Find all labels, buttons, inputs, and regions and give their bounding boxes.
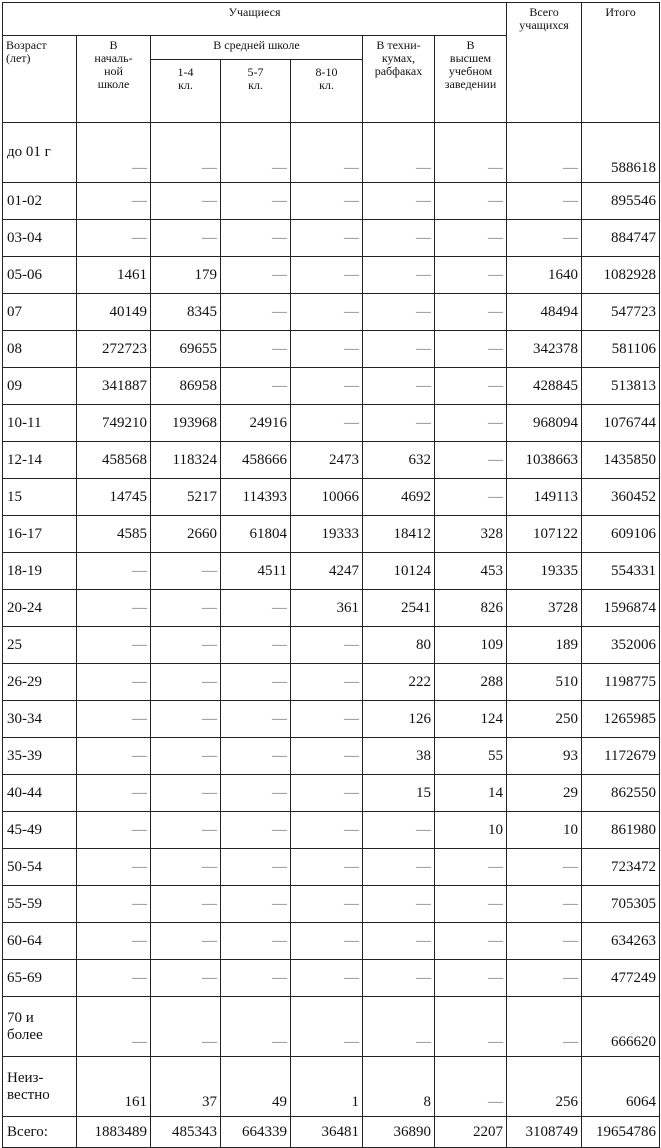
cell-age: 70 и более	[3, 997, 77, 1057]
cell-g1-4: 118324	[151, 442, 221, 479]
header-primary: В началь- ной школе	[77, 36, 151, 123]
cell-total: 895546	[582, 183, 660, 220]
cell-g8-10: —	[291, 886, 363, 923]
cell-higher: —	[435, 849, 507, 886]
cell-g5-7: —	[221, 886, 291, 923]
cell-g5-7: —	[221, 257, 291, 294]
cell-age: 09	[3, 368, 77, 405]
cell-total-students: 256	[507, 1057, 582, 1117]
table-row	[3, 701, 660, 738]
header-secondary: В средней школе	[151, 36, 363, 60]
cell-g8-10: —	[291, 220, 363, 257]
cell-total: 884747	[582, 220, 660, 257]
cell-age: 45-49	[3, 812, 77, 849]
cell-primary: —	[77, 997, 151, 1057]
cell-technical: —	[363, 923, 435, 960]
cell-technical: 2541	[363, 590, 435, 627]
header-grades-5-7: 5-7 кл.	[221, 60, 291, 123]
cell-higher: —	[435, 923, 507, 960]
cell-g1-4: 485343	[151, 1117, 221, 1148]
cell-g5-7: —	[221, 294, 291, 331]
cell-technical: 18412	[363, 516, 435, 553]
table-row	[3, 294, 660, 331]
cell-total-students: 1038663	[507, 442, 582, 479]
cell-g8-10: —	[291, 368, 363, 405]
cell-g5-7: —	[221, 220, 291, 257]
cell-primary: —	[77, 553, 151, 590]
cell-total-students: 250	[507, 701, 582, 738]
cell-age: 25	[3, 627, 77, 664]
cell-higher: —	[435, 257, 507, 294]
cell-g8-10: —	[291, 738, 363, 775]
cell-g5-7: —	[221, 960, 291, 997]
cell-g8-10: —	[291, 627, 363, 664]
cell-g8-10: 10066	[291, 479, 363, 516]
cell-age: 18-19	[3, 553, 77, 590]
cell-g1-4: 179	[151, 257, 221, 294]
cell-technical: 15	[363, 775, 435, 812]
cell-total-students: 93	[507, 738, 582, 775]
table-row	[3, 220, 660, 257]
cell-age: 03-04	[3, 220, 77, 257]
cell-primary: —	[77, 123, 151, 183]
cell-total-students: 189	[507, 627, 582, 664]
cell-total-students: —	[507, 123, 582, 183]
cell-g8-10: 19333	[291, 516, 363, 553]
table-body	[3, 123, 660, 1148]
cell-technical: 80	[363, 627, 435, 664]
cell-g8-10: —	[291, 257, 363, 294]
cell-higher: 124	[435, 701, 507, 738]
cell-total-students: 1640	[507, 257, 582, 294]
cell-higher: 14	[435, 775, 507, 812]
table-header	[3, 3, 660, 123]
table-row	[3, 368, 660, 405]
cell-g8-10: —	[291, 997, 363, 1057]
cell-technical: —	[363, 960, 435, 997]
cell-g5-7: —	[221, 997, 291, 1057]
cell-technical: —	[363, 368, 435, 405]
cell-g5-7: 4511	[221, 553, 291, 590]
cell-g1-4: —	[151, 960, 221, 997]
cell-g8-10: —	[291, 812, 363, 849]
cell-technical: 632	[363, 442, 435, 479]
cell-g1-4: —	[151, 923, 221, 960]
cell-primary: —	[77, 812, 151, 849]
cell-age: 40-44	[3, 775, 77, 812]
cell-total: 666620	[582, 997, 660, 1057]
cell-total-students: 428845	[507, 368, 582, 405]
cell-g8-10: 36481	[291, 1117, 363, 1148]
table-row	[3, 405, 660, 442]
cell-age: 01-02	[3, 183, 77, 220]
cell-g1-4: 37	[151, 1057, 221, 1117]
table-row	[3, 849, 660, 886]
cell-g1-4: —	[151, 775, 221, 812]
cell-total: 547723	[582, 294, 660, 331]
cell-technical: 4692	[363, 479, 435, 516]
cell-total: 1265985	[582, 701, 660, 738]
cell-age: 60-64	[3, 923, 77, 960]
cell-age: 30-34	[3, 701, 77, 738]
cell-g8-10: —	[291, 123, 363, 183]
cell-higher: —	[435, 220, 507, 257]
cell-age: 05-06	[3, 257, 77, 294]
cell-technical: —	[363, 183, 435, 220]
cell-g5-7: —	[221, 849, 291, 886]
cell-g5-7: —	[221, 183, 291, 220]
cell-total-students: 510	[507, 664, 582, 701]
cell-technical: —	[363, 849, 435, 886]
cell-technical: —	[363, 405, 435, 442]
cell-g5-7: 49	[221, 1057, 291, 1117]
cell-technical: 10124	[363, 553, 435, 590]
cell-g1-4: 5217	[151, 479, 221, 516]
cell-technical: 38	[363, 738, 435, 775]
cell-primary: 341887	[77, 368, 151, 405]
cell-primary: 272723	[77, 331, 151, 368]
cell-age: Неиз-вестно	[3, 1057, 77, 1117]
cell-age: 50-54	[3, 849, 77, 886]
table-row	[3, 257, 660, 294]
table-row	[3, 627, 660, 664]
cell-primary: 1461	[77, 257, 151, 294]
cell-age: 12-14	[3, 442, 77, 479]
cell-g5-7: 664339	[221, 1117, 291, 1148]
census-table	[2, 2, 660, 1148]
cell-technical: 8	[363, 1057, 435, 1117]
table-row	[3, 775, 660, 812]
cell-higher: —	[435, 123, 507, 183]
table-row	[3, 331, 660, 368]
cell-total-students: 48494	[507, 294, 582, 331]
table-row	[3, 812, 660, 849]
cell-total: 705305	[582, 886, 660, 923]
cell-age: до 01 г	[3, 123, 77, 183]
header-total: Итого	[582, 3, 660, 123]
cell-total-students: —	[507, 183, 582, 220]
cell-total: 1435850	[582, 442, 660, 479]
cell-total: 1596874	[582, 590, 660, 627]
cell-total: 634263	[582, 923, 660, 960]
cell-g8-10: —	[291, 183, 363, 220]
cell-g5-7: 114393	[221, 479, 291, 516]
cell-g5-7: —	[221, 627, 291, 664]
cell-total: 513813	[582, 368, 660, 405]
cell-total-students: 342378	[507, 331, 582, 368]
cell-total-students: —	[507, 886, 582, 923]
cell-total: 19654786	[582, 1117, 660, 1148]
cell-total-students: 3108749	[507, 1117, 582, 1148]
cell-g8-10: 4247	[291, 553, 363, 590]
cell-total-students: 10	[507, 812, 582, 849]
cell-primary: —	[77, 960, 151, 997]
cell-higher: —	[435, 960, 507, 997]
cell-age: 08	[3, 331, 77, 368]
cell-primary: 749210	[77, 405, 151, 442]
cell-g1-4: —	[151, 997, 221, 1057]
cell-g8-10: —	[291, 405, 363, 442]
cell-total: 360452	[582, 479, 660, 516]
cell-g1-4: —	[151, 812, 221, 849]
cell-total: 352006	[582, 627, 660, 664]
table-row	[3, 442, 660, 479]
cell-total-students: 29	[507, 775, 582, 812]
cell-higher: 109	[435, 627, 507, 664]
cell-total: 861980	[582, 812, 660, 849]
cell-g5-7: 61804	[221, 516, 291, 553]
cell-higher: —	[435, 183, 507, 220]
cell-g1-4: —	[151, 738, 221, 775]
cell-g5-7: —	[221, 812, 291, 849]
cell-primary: —	[77, 220, 151, 257]
cell-g1-4: —	[151, 123, 221, 183]
cell-g1-4: —	[151, 183, 221, 220]
cell-technical: —	[363, 220, 435, 257]
cell-higher: 453	[435, 553, 507, 590]
cell-g5-7: —	[221, 123, 291, 183]
cell-primary: —	[77, 923, 151, 960]
cell-primary: —	[77, 738, 151, 775]
cell-total-students: 107122	[507, 516, 582, 553]
cell-higher: 10	[435, 812, 507, 849]
cell-g1-4: —	[151, 220, 221, 257]
cell-technical: —	[363, 997, 435, 1057]
cell-g5-7: 458666	[221, 442, 291, 479]
cell-primary: 161	[77, 1057, 151, 1117]
table-row	[3, 553, 660, 590]
table-row	[3, 923, 660, 960]
cell-higher: —	[435, 294, 507, 331]
table-row	[3, 886, 660, 923]
cell-g8-10: 2473	[291, 442, 363, 479]
cell-technical: 36890	[363, 1117, 435, 1148]
cell-g5-7: —	[221, 738, 291, 775]
cell-g5-7: —	[221, 923, 291, 960]
cell-total: 6064	[582, 1057, 660, 1117]
cell-technical: —	[363, 812, 435, 849]
cell-g5-7: 24916	[221, 405, 291, 442]
cell-higher: —	[435, 479, 507, 516]
cell-primary: —	[77, 849, 151, 886]
cell-g1-4: 86958	[151, 368, 221, 405]
header-grades-8-10: 8-10 кл.	[291, 60, 363, 123]
cell-g5-7: —	[221, 701, 291, 738]
cell-primary: 458568	[77, 442, 151, 479]
cell-g8-10: 1	[291, 1057, 363, 1117]
cell-g1-4: 193968	[151, 405, 221, 442]
cell-total: 581106	[582, 331, 660, 368]
cell-technical: 126	[363, 701, 435, 738]
cell-primary: 4585	[77, 516, 151, 553]
table-row	[3, 123, 660, 183]
table-row	[3, 1057, 660, 1117]
cell-total-students: 149113	[507, 479, 582, 516]
cell-total: 588618	[582, 123, 660, 183]
cell-g1-4: —	[151, 553, 221, 590]
table-row	[3, 183, 660, 220]
cell-total-students: —	[507, 923, 582, 960]
cell-higher: 826	[435, 590, 507, 627]
header-students: Учащиеся	[3, 3, 507, 36]
cell-total-students: 968094	[507, 405, 582, 442]
cell-technical: —	[363, 331, 435, 368]
cell-g5-7: —	[221, 331, 291, 368]
cell-total: 862550	[582, 775, 660, 812]
table-row	[3, 590, 660, 627]
cell-higher: 55	[435, 738, 507, 775]
table-row	[3, 516, 660, 553]
header-technical: В техни- кумах, рабфаках	[363, 36, 435, 123]
cell-higher: —	[435, 331, 507, 368]
cell-total-students: 3728	[507, 590, 582, 627]
cell-g8-10: 361	[291, 590, 363, 627]
cell-g8-10: —	[291, 923, 363, 960]
cell-age: 35-39	[3, 738, 77, 775]
table-row	[3, 738, 660, 775]
cell-total: 1172679	[582, 738, 660, 775]
cell-total-students: —	[507, 220, 582, 257]
cell-technical: —	[363, 886, 435, 923]
table-row	[3, 664, 660, 701]
header-total-students: Всего учащихся	[507, 3, 582, 123]
cell-higher: —	[435, 405, 507, 442]
cell-g5-7: —	[221, 775, 291, 812]
cell-higher: —	[435, 368, 507, 405]
cell-primary: 14745	[77, 479, 151, 516]
cell-age: Всего:	[3, 1117, 77, 1148]
cell-primary: 40149	[77, 294, 151, 331]
cell-total: 609106	[582, 516, 660, 553]
cell-g1-4: —	[151, 664, 221, 701]
cell-g1-4: —	[151, 886, 221, 923]
cell-total: 554331	[582, 553, 660, 590]
cell-total: 477249	[582, 960, 660, 997]
cell-age: 55-59	[3, 886, 77, 923]
cell-g1-4: 8345	[151, 294, 221, 331]
cell-g5-7: —	[221, 590, 291, 627]
cell-total-students: 19335	[507, 553, 582, 590]
cell-age: 15	[3, 479, 77, 516]
cell-total: 1198775	[582, 664, 660, 701]
cell-higher: 288	[435, 664, 507, 701]
cell-g8-10: —	[291, 960, 363, 997]
table-row	[3, 960, 660, 997]
cell-g8-10: —	[291, 664, 363, 701]
cell-age: 10-11	[3, 405, 77, 442]
cell-g8-10: —	[291, 294, 363, 331]
cell-primary: —	[77, 886, 151, 923]
cell-g8-10: —	[291, 701, 363, 738]
cell-primary: —	[77, 590, 151, 627]
cell-g1-4: 2660	[151, 516, 221, 553]
table-row	[3, 479, 660, 516]
cell-technical: 222	[363, 664, 435, 701]
cell-g1-4: —	[151, 627, 221, 664]
cell-technical: —	[363, 257, 435, 294]
cell-age: 65-69	[3, 960, 77, 997]
cell-technical: —	[363, 123, 435, 183]
cell-g1-4: —	[151, 701, 221, 738]
table-row	[3, 997, 660, 1057]
header-higher: В высшем учебном заведении	[435, 36, 507, 123]
cell-g8-10: —	[291, 331, 363, 368]
cell-total: 723472	[582, 849, 660, 886]
cell-higher: —	[435, 442, 507, 479]
cell-age: 20-24	[3, 590, 77, 627]
cell-g1-4: 69655	[151, 331, 221, 368]
cell-higher: —	[435, 1057, 507, 1117]
cell-primary: —	[77, 183, 151, 220]
cell-g8-10: —	[291, 849, 363, 886]
cell-higher: 328	[435, 516, 507, 553]
cell-g5-7: —	[221, 368, 291, 405]
cell-primary: —	[77, 627, 151, 664]
cell-higher: —	[435, 997, 507, 1057]
header-age: Возраст (лет)	[3, 36, 77, 123]
cell-age: 07	[3, 294, 77, 331]
cell-primary: —	[77, 775, 151, 812]
cell-total-students: —	[507, 997, 582, 1057]
cell-g5-7: —	[221, 664, 291, 701]
cell-age: 16-17	[3, 516, 77, 553]
cell-total: 1082928	[582, 257, 660, 294]
cell-g8-10: —	[291, 775, 363, 812]
cell-higher: 2207	[435, 1117, 507, 1148]
cell-primary: —	[77, 701, 151, 738]
cell-age: 26-29	[3, 664, 77, 701]
totals-row	[3, 1117, 660, 1148]
cell-primary: —	[77, 664, 151, 701]
cell-total-students: —	[507, 960, 582, 997]
cell-technical: —	[363, 294, 435, 331]
cell-primary: 1883489	[77, 1117, 151, 1148]
cell-total: 1076744	[582, 405, 660, 442]
header-grades-1-4: 1-4 кл.	[151, 60, 221, 123]
cell-g1-4: —	[151, 849, 221, 886]
cell-g1-4: —	[151, 590, 221, 627]
cell-total-students: —	[507, 849, 582, 886]
cell-higher: —	[435, 886, 507, 923]
